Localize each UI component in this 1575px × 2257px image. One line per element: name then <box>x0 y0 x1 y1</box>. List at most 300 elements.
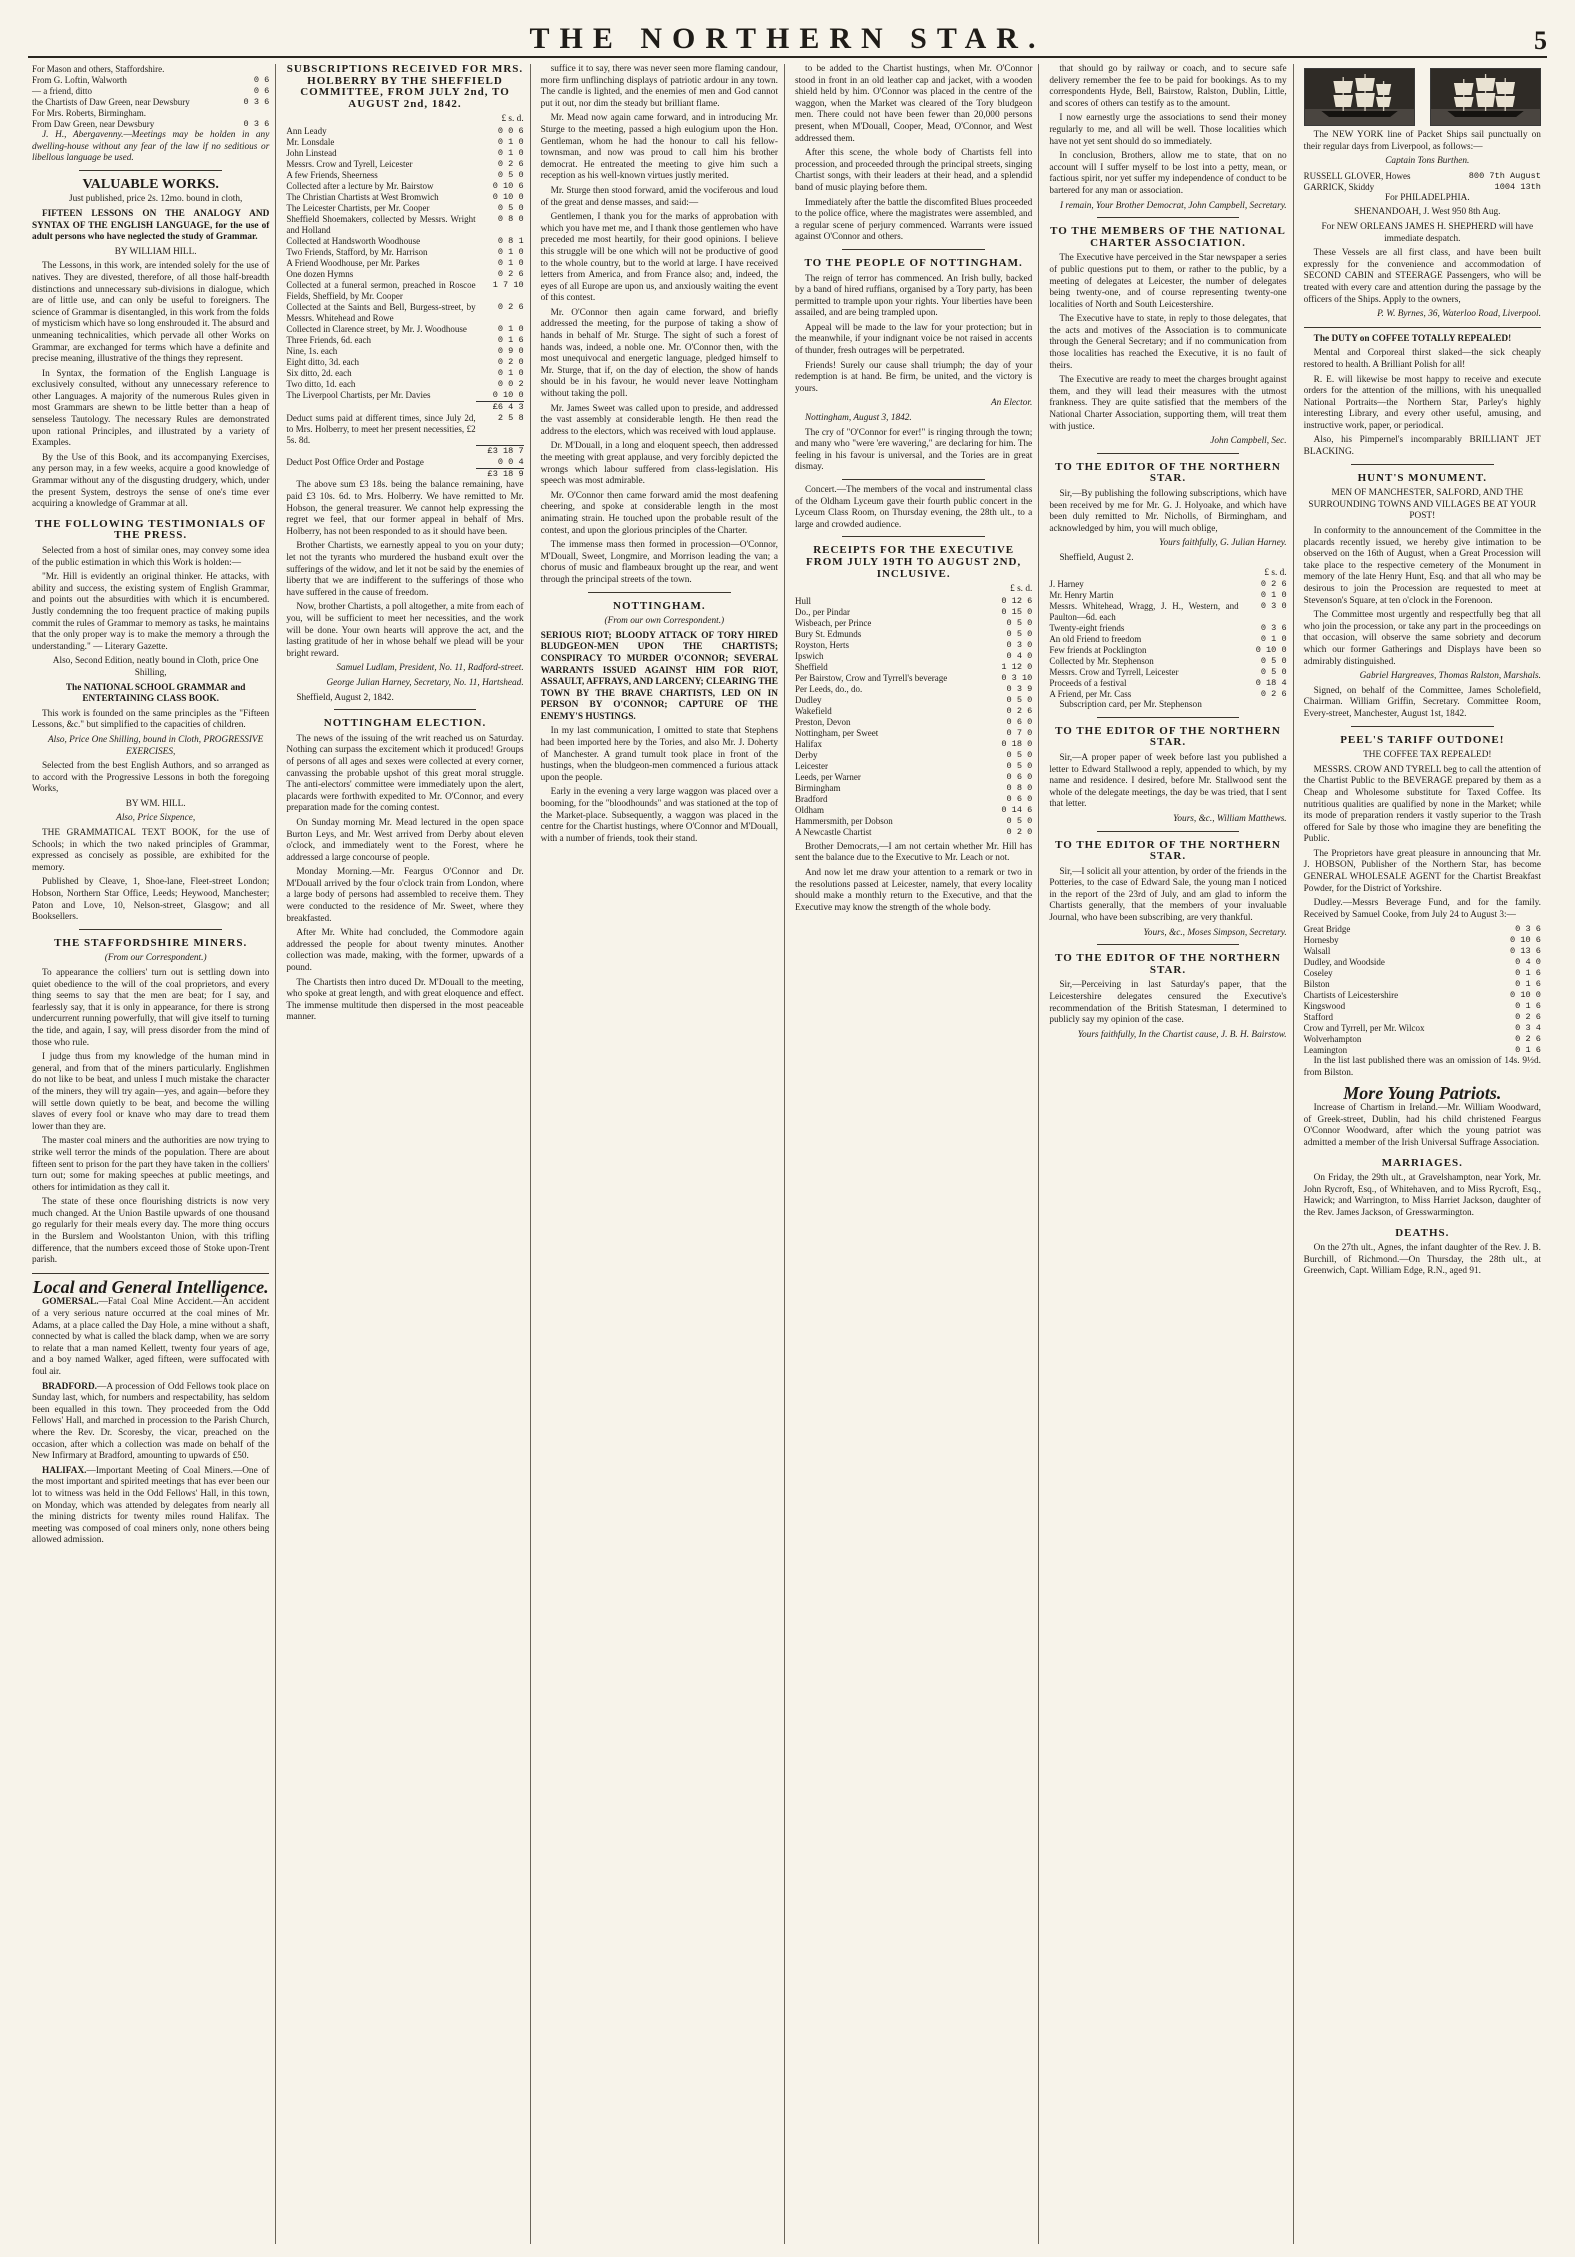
editor-letter-2-signature: Yours, &c., William Matthews. <box>1173 813 1287 824</box>
row-value: 0 8 0 <box>497 213 524 224</box>
vw-p8: This work is founded on the same principles as the "Fifteen Lessons, &c." but simplified to the capacities of children. <box>32 708 270 731</box>
row-label: Wisbeach, per Prince <box>794 617 872 628</box>
members-signature: John Campbell, Sec. <box>1210 436 1287 447</box>
c3-p1: suffice it to say, there was never seen more flaming candour, more firm unflinching displays of patriotic ardour in any town. The candle is lighted, and the enemies of men and God cannot put it out, nor dim the steady but brilliant flame. <box>540 64 778 109</box>
editor-letter-1-signature: Yours faithfully, G. Julian Harney. <box>1159 538 1287 549</box>
row-value: 800 7th August <box>1468 170 1541 181</box>
editor-letter-3: Sir,—I solicit all your attention, by order of the friends in the Potteries, to the case of Edward Sale, the young man I noticed in the report of the 23rd of July, and am glad to inform the Chartists generally, that the members of your invaluable Journal, who have been subscribing, are very thankful. <box>1049 866 1287 924</box>
column-2 <box>282 64 530 2244</box>
c3-p7: Dr. M'Douall, in a long and eloquent speech, then addressed the meeting with great applause, and very forcibly depicted the wrongs which labour suffered from class-legislation. His speech was most admirable. <box>540 441 778 487</box>
table-row <box>1049 601 1286 623</box>
halifax-report <box>32 1466 269 1547</box>
gomersal-text: —Fatal Coal Mine Accident.—An accident of a very serious nature occurred at the coal mines of Mr. Adams, at a place called the Day Hole, a mine without a shaft, connected by what is called the black damp, when we are sorry to relate that a man named Kellett, twenty four years of age, and a boy named Walker, aged fifteen, were suffocated with foul air. <box>32 1297 270 1377</box>
cry-paragraph: The cry of "O'Connor for ever!" is ringing through the town; and many who "were 'ere wavering," are declaring for him. The feeling in his favour is universal, and the Tories are in great dismay. <box>794 427 1033 473</box>
row-value: 1 12 0 <box>1001 661 1033 672</box>
row-value: 0 14 6 <box>1001 804 1033 815</box>
peel-heading: PEEL'S TARIFF OUTDONE! <box>1340 733 1505 746</box>
post-value: 0 0 4 <box>497 457 524 468</box>
row-value: 0 1 6 <box>497 334 524 345</box>
vw-p14: Published by Cleave, 1, Shoe-lane, Fleet-street London; Hobson, Northern Star Office, Leeds; Heywood, Manchester; Paton and Love, 10, Nelson-street, Glasgow; and all Booksellers. <box>32 877 270 923</box>
row-label: Bury St. Edmunds <box>794 628 862 639</box>
row-label: Hammersmith, per Dobson <box>794 815 893 826</box>
row-label: Chartists of Leicestershire <box>1303 990 1399 1001</box>
table-row <box>1049 645 1286 656</box>
row-value: 0 2 0 <box>497 356 524 367</box>
total: £6 4 3 <box>476 401 524 413</box>
table-row <box>286 368 523 379</box>
row-label: Ann Leady <box>286 125 327 136</box>
holberry-p1: The above sum £3 18s. being the balance remaining, have paid £3 10s. 6d. to Mrs. Holberry. We have remitted to Mr. Hobson, the general treasurer. We cannot help expressing the regret we feel, that our former appeal in behalf of Mrs. Holberry, has not been responded to as it should have been. <box>286 480 524 537</box>
row-label: Bilston <box>1303 979 1330 990</box>
row-value: 0 0 6 <box>497 125 524 136</box>
c5-p2: I now earnestly urge the associations to send their money regularly to me, and all will be well. Those localities which have not yet sent should do so immediately. <box>1049 113 1287 147</box>
row-value: 0 1 0 <box>497 367 524 378</box>
shipping-p1: The NEW YORK line of Packet Ships sail punctually on their regular days from Liverpool, as follows:— <box>1303 130 1541 152</box>
bradford-text: —A procession of Odd Fellows took place on Sunday last, which, for numbers and respectability, has seldom been equalled in this town. They proceeded from the Odd Fellows' Hall, and marched in procession to the Parish Church, where the Rev. Dr. Scoresby, the vicar, preached on the occasion, after which a collection was made on behalf of the New Infirmary at Bradford, amounting to upwards of £50. <box>32 1381 270 1462</box>
nottingham-p3: Monday Morning.—Mr. Feargus O'Connor and Dr. M'Douall arrived by the four o'clock train from London, where a large body of persons had assembled to receive them. They were conducted to the residence of Mr. Sweet, where they breakfasted. <box>286 867 524 924</box>
nottingham-p2: On Sunday morning Mr. Mead lectured in the open space Burton Leys, and Mr. West arrived from Derby about eleven o'clock, and immediately went to the Forest, where he addressed a large concourse of people. <box>286 817 524 863</box>
table-row <box>286 126 523 137</box>
row-label: Kingswood <box>1303 1001 1346 1012</box>
peel-p2: The Proprietors have great pleasure in announcing that Mr. J. HOBSON, Publisher of the Northern Star, has become GENERAL WHOLESALE AGENT for the Chartist Breakfast Powder, for the District of Yorkshire. <box>1303 848 1541 894</box>
row-label: Hornesby <box>1303 935 1339 946</box>
row-label: J. Harney <box>1049 579 1084 590</box>
row-label: Do., per Pindar <box>794 606 850 617</box>
table-row <box>1049 689 1286 700</box>
table-row <box>286 258 523 269</box>
row-value: 0 5 0 <box>1006 694 1033 705</box>
table-row <box>1049 590 1286 601</box>
hunt-p1: In conformity to the announcement of the Committee in the placards recently issued, we hereby give intimation to be observed on the 16th of August, when a Great Procession will take place to the respective cemetery of the Monument in memory of the late Henry Hunt, Esq. and that all who may be desirous to join the Procession are requested to meet at Stevenson's Square, at ten o'clock in the Forenoon. <box>1303 526 1541 606</box>
table-row <box>1049 667 1286 678</box>
row-label: John Linstead <box>286 147 337 158</box>
vw-title: FIFTEEN LESSONS ON THE ANALOGY AND SYNTAX OF THE ENGLISH LANGUAGE, for the use of adult persons who have neglected the study of Grammar. <box>32 208 270 243</box>
miners-p3: The master coal miners and the authorities are now trying to strike well terror the minds of the population. There are about fifteen sent to prison for the part they have taken in the colliers' turn out; some for making speeches at public meetings, and others for intimidation as they call it. <box>32 1136 270 1193</box>
row-label: Collected after a lecture by Mr. Bairstow <box>286 180 434 191</box>
row-label: The Christian Chartists at West Bromwich <box>286 191 439 202</box>
editor-letter-1-heading: TO THE EDITOR OF THE NORTHERN STAR. <box>1055 460 1281 485</box>
table-row <box>1304 990 1541 1001</box>
row-label: A Friend, per Mr. Cass <box>1049 689 1132 700</box>
table-row <box>1304 935 1541 946</box>
table-row <box>32 108 269 119</box>
vw-p5: "Mr. Hill is evidently an original thinker. He attacks, with ability and success, the existing system of English Grammar, and points out the absurdities with which it is encumbered. Justly condemning the too frequent practice of making pupils commit the rules of Grammar to memory as tasks, he maintains that the only proper way is to make the memory a through the understanding." — Literary Gazette. <box>32 572 270 652</box>
table-row <box>286 357 523 368</box>
editor-letter-2-heading: TO THE EDITOR OF THE NORTHERN STAR. <box>1055 724 1281 749</box>
row-value: 0 6 0 <box>1006 716 1033 727</box>
row-value: 0 6 <box>253 75 270 85</box>
row-label: Proceeds of a festival <box>1049 678 1127 689</box>
table-row <box>795 651 1032 662</box>
row-label: Per Bairstow, Crow and Tyrrell's beverage <box>794 672 948 683</box>
c3-p9: The immense mass then formed in procession—O'Connor, M'Douall, Sweet, Longmire, and Morrison leading the van; a chorus of music and flambeaux brought up the rear, and went through the principal streets of the town. <box>540 540 778 585</box>
table-row <box>795 827 1032 838</box>
row-label: Royston, Herts <box>794 639 849 650</box>
people-date: Nottingham, August 3, 1842. <box>804 413 912 424</box>
row-label: Two Friends, Stafford, by Mr. Harrison <box>286 246 428 257</box>
nottingham-p1: The news of the issuing of the writ reached us on Saturday. Nothing can surpass the excitement which it produced! Groups of persons of all ages and sexes were collected at every corner, canvassing the probable upshot of this great moral struggle. The anti-electors' committee were immediately upon the alert, placards were forthwith expedited to Mr. O'Connor, and every preparation made for the coming contest. <box>286 733 524 814</box>
holberry-p3: Now, brother Chartists, a poll altogether, a mite from each of you, will be sufficient to meet her necessities, and the work will be done. Your own hearts will approve the act, and the lasting gratitude of her in whose behalf we plead will be your bright reward. <box>286 602 524 659</box>
local-intelligence-heading: Local and General Intelligence. <box>32 1276 269 1297</box>
row-value: 0 12 6 <box>1001 595 1033 606</box>
row-value: 0 2 6 <box>497 268 524 279</box>
row-label: Dudley, and Woodside <box>1303 957 1385 968</box>
sailing-ship-icon <box>1305 69 1414 125</box>
table-row <box>286 390 523 401</box>
row-value: 0 7 0 <box>1006 727 1033 738</box>
ship-table <box>1304 171 1541 193</box>
c3-p11: Early in the evening a very large waggon was placed over a booming, for the "bloodhounds" and was stationed at the top of the Market-place. Subsequently, a waggon was placed in the centre for the Chartist hustings, where O'Connor and M'Douall, with a number of friends, took their stand. <box>540 787 778 844</box>
young-patriots-p: Increase of Chartism in Ireland.—Mr. William Woodward, of Greek-street, Dublin, had his child christened Feargus O'Connor Woodward, after which the young patriot was admitted a member of the Irish Universal Suffrage Association. <box>1303 1103 1541 1148</box>
holberry-subscriptions-table <box>286 126 523 401</box>
vw-author: BY WILLIAM HILL. <box>114 246 197 257</box>
c5-p1: that should go by railway or coach, and to secure safe delivery remember the fee to be paid for bookings. As to my correspondents Hyde, Bell, Bairstow, Ralston, Dublin, Little, and scores of others can testify as to the amount. <box>1049 64 1287 109</box>
row-value: 0 3 9 <box>1006 683 1033 694</box>
shipping-p2: These Vessels are all first class, and have been built expressly for the convenience and accommodation of SECOND CABIN and STEERAGE Passengers, who will be treated with every care and attention during the passage by the officers of the Ships. Apply to the owners, <box>1303 248 1541 305</box>
receipts-currency: £ s. d. <box>1010 584 1033 595</box>
row-value: 0 6 0 <box>1006 793 1033 804</box>
table-row <box>1304 946 1541 957</box>
table-row <box>795 717 1032 728</box>
coffee-p1: Mental and Corporeal thirst slaked—the sick cheaply restored to health. A Brilliant Polish for all! <box>1303 348 1541 370</box>
row-label: Messrs. Whitehead, Wragg, J. H., Western, and Paulton—6d. each <box>1049 601 1239 623</box>
hunt-committee: Signed, on behalf of the Committee, James Scholefield, Chairman. William Griffin, Secretary. Committee Room, Every-street, Manchester, August 1st, 1842. <box>1303 685 1541 719</box>
table-row <box>795 761 1032 772</box>
row-label: Mr. Lonsdale <box>286 136 335 147</box>
row-label: Leamington <box>1303 1045 1348 1056</box>
c3-p6: Mr. James Sweet was called upon to preside, and addressed the vast assembly at considerable length. He then read the address to the electors, which was received with loud applause. <box>540 403 778 437</box>
row-value: 0 1 6 <box>1515 1045 1541 1056</box>
newspaper-title: THE NORTHERN STAR. <box>529 22 1046 55</box>
dudley-table <box>1304 924 1541 1056</box>
c3-p5: Mr. O'Connor then again came forward, and briefly addressed the meeting, for the purpose of taking a show of hands in behalf of Mr. Sturge. The sight of such a forest of hands was, indeed, a noble one. Mr. O'Connor then, with the most unequivocal and energetic language, pledged himself to Mr. Sturge, that if, on the day of election, the show of hands should be in his favour, he would never leave Nottingham without taking the poll. <box>540 307 778 400</box>
table-row <box>1304 1001 1541 1012</box>
c3-p3: Mr. Sturge then stood forward, amid the vociferous and loud of the great and dense masses, and said:— <box>540 185 778 208</box>
table-row <box>32 64 269 75</box>
c4-p3: Immediately after the battle the discomfited Blues proceeded to the police office, where the magistrates were assembled, and a regular scene of perjury commenced. Warrants were issued against O'Connor and others. <box>794 197 1033 243</box>
row-value: 0 3 4 <box>1515 1023 1541 1034</box>
c3-p2: Mr. Mead now again came forward, and in introducing Mr. Sturge to the meeting, passed a high eulogium upon the Hon. Gentleman, whom he had the honour to call his fellow-townsman, and now was proud to call him his brother democrat. He entreated the meeting to give him such a reception as his well-known virtues justly merited. <box>540 113 778 182</box>
row-value: 0 4 0 <box>1006 650 1033 661</box>
people-p3: Friends! Surely our cause shall triumph; the day of your redemption is at hand. Be firm, be united, and the victory is yours. <box>794 360 1033 394</box>
table-row <box>286 379 523 390</box>
row-label: Wakefield <box>794 705 832 716</box>
row-label: A Newcastle Chartist <box>794 826 872 837</box>
vw-p3: By the Use of this Book, and its accompanying Exercises, any person may, in a few weeks, acquire a good knowledge of Grammar without any of the disgusting drudgery, which, under the present System, destroys the sense of one's time ever acquiring a knowledge of Grammar at all. <box>32 452 270 510</box>
row-value: 0 8 0 <box>1006 782 1033 793</box>
row-label: Halifax <box>794 738 822 749</box>
row-value: 0 6 0 <box>1006 771 1033 782</box>
dudley-p: Dudley.—Messrs Beverage Fund, and for the family. Received by Samuel Cooke, from July 24 to August 3:— <box>1303 898 1541 920</box>
table-row <box>795 662 1032 673</box>
row-value: 0 2 6 <box>497 158 524 169</box>
row-value: 0 5 0 <box>497 202 524 213</box>
vw-p7: The NATIONAL SCHOOL GRAMMAR and ENTERTAINING CLASS BOOK. <box>65 682 246 705</box>
row-label: Hull <box>794 595 811 606</box>
row-value: 0 5 0 <box>1260 667 1287 678</box>
row-label: For Mason and others, Staffordshire. <box>32 64 165 74</box>
c4-p2: After this scene, the whole body of Chartists fell into procession, and proceeded through the principal streets, singing Chartist songs, with their leaders at their head, and a splendid band of music playing before them. <box>794 148 1033 193</box>
table-row <box>286 346 523 357</box>
row-label: the Chartists of Daw Green, near Dewsbury <box>32 97 190 107</box>
table-row <box>286 324 523 335</box>
coffee-p3: Also, his Pimpernel's incomparably BRILLIANT JET BLACKING. <box>1303 435 1541 458</box>
row-label: Nottingham, per Sweet <box>794 727 879 738</box>
holberry-p2: Brother Chartists, we earnestly appeal to you on your duty; let not the tyrants who murdered the husband exult over the sufferings of the widow, and let it not be said by the enemies of liberty that we are indifferent to the sufferings of those who have suffered in the cause of freedom. <box>286 541 524 598</box>
row-value: 0 1 0 <box>1260 634 1287 645</box>
row-value: 0 1 0 <box>497 147 524 158</box>
row-value: 0 10 0 <box>492 191 524 202</box>
row-value: 0 8 1 <box>497 235 524 246</box>
post-label: Deduct Post Office Order and Postage <box>286 457 424 468</box>
row-label: An old Friend to freedom <box>1049 634 1142 645</box>
row-label: Stafford <box>1303 1012 1333 1023</box>
table-row <box>1304 1034 1541 1045</box>
table-row <box>795 684 1032 695</box>
row-value: 0 2 6 <box>497 301 524 312</box>
c5-signature: I remain, Your Brother Democrat, John Campbell, Secretary. <box>1060 200 1287 211</box>
row-value: 0 10 6 <box>1510 935 1541 946</box>
table-row <box>1049 579 1286 590</box>
row-label: Great Bridge <box>1303 924 1351 935</box>
column-5 <box>1045 64 1293 2244</box>
row-label: Leicester <box>794 760 828 771</box>
sailing-ship-icon <box>1431 69 1540 125</box>
hunt-heading: HUNT'S MONUMENT. <box>1357 471 1488 484</box>
holyoake-table <box>1049 579 1286 700</box>
vw-p13: THE GRAMMATICAL TEXT BOOK, for the use of Schools; in which the two naked principles of Grammar, expressed as concisely as possible, are exhibited for the memory. <box>32 828 270 873</box>
row-value: 0 3 0 <box>1006 639 1033 650</box>
table-row <box>286 203 523 214</box>
ship-engraving-left <box>1304 68 1415 126</box>
coffee-p2: R. E. will likewise be most happy to receive and execute orders for the attention of the millions, with his unequalled National Portraits—the Northern Star, Parley's highly interesting Library, and every other useful, amusing, and instructive work, paper, or periodical. <box>1303 374 1541 431</box>
miners-p2: I judge thus from my knowledge of the human mind in general, and from that of the miners particularly. Englishmen do not like to be beat, and unless I much mistake the character of the miners, they will try again—yes, and again—before they will settle down quietly to be beat, and become the willing slaves of every fool or knave who may dare to tread them lower than they are. <box>32 1052 270 1132</box>
row-value: 0 2 6 <box>1515 1012 1541 1023</box>
row-value: 0 13 6 <box>1510 946 1541 957</box>
vw-p9: Also, Price One Shilling, bound in Cloth, PROGRESSIVE EXERCISES, <box>47 734 264 757</box>
column-6 <box>1300 64 1547 2244</box>
table-row <box>795 640 1032 651</box>
miners-sub: (From our Correspondent.) <box>104 953 207 964</box>
marriages-p: On Friday, the 29th ult., at Gravelshampton, near York, Mr. John Rycroft, Esq., of Whitehaven, and to Miss Rycroft, Esq., Hawick; and Warrington, to Miss Harriet Jackson, daughter of the Rev. James Jackson, of Gresswarmington. <box>1303 1173 1541 1218</box>
row-label: Messrs. Crow and Tyrell, Leicester <box>286 158 413 169</box>
holyoake-note: Subscription card, per Mr. Stephenson <box>1059 700 1202 711</box>
nottingham-p5: The Chartists then intro duced Dr. M'Douall to the meeting, who spoke at great length, and with great eloquence and effect. The immense multitude then dispersed in the most peaceable manner. <box>286 977 524 1023</box>
members-p3: The Executive are ready to meet the charges brought against them, and they will lead their measures with the utmost frankness. They are quite satisfied that the members of the National Charter Association, supporting them, will treat them with justice. <box>1049 375 1287 432</box>
table-row <box>795 596 1032 607</box>
row-value: 0 1 0 <box>497 323 524 334</box>
ship-header: Captain Tons Burthen. <box>1385 156 1470 167</box>
nottingham-riot-intro: SERIOUS RIOT; BLOODY ATTACK OF TORY HIRED BLUDGEON-MEN UPON THE CHARTISTS; CONSPIRACY TO MURDER O'CONNOR; SEVERAL WARRANTS ISSUED AGAINST HIM FOR RIOT, ASSAULT, AFFRAYS, AND LARCENY; CLEARING THE TOWN BY THE BRAVE CHARTISTS, LED ON IN PERSON BY O'CONNOR; CAPTURE OF THE ENEMY'S HUSTINGS. <box>540 630 778 722</box>
row-value: 0 1 0 <box>497 257 524 268</box>
nottingham-riot-heading: NOTTINGHAM. <box>613 599 706 612</box>
philadelphia-heading: For PHILADELPHIA. <box>1384 192 1470 203</box>
row-label: Collected in Clarence street, by Mr. J. Woodhouse <box>286 323 467 334</box>
row-label: Coseley <box>1303 968 1333 979</box>
row-value: 0 18 0 <box>1001 738 1033 749</box>
row-value <box>221 64 269 75</box>
row-value: 0 1 0 <box>497 246 524 257</box>
members-heading: TO THE MEMBERS OF THE NATIONAL CHARTER ASSOCIATION. <box>1050 225 1286 249</box>
table-row <box>1304 924 1541 935</box>
row-label: Eight ditto, 3d. each <box>286 356 360 367</box>
editor-letter-4: Sir,—Perceiving in last Saturday's paper, that the Leicestershire delegates censured the Executive's recommendation of the British Statesman, I determined to publicly say my opinion of the case. <box>1049 980 1287 1026</box>
bradford-report <box>32 1382 269 1463</box>
row-label: Six ditto, 2d. each <box>286 367 352 378</box>
vw-intro: Just published, price 2s. 12mo. bound in cloth, <box>69 194 243 205</box>
concert-paragraph: Concert.—The members of the vocal and instrumental class of the Oldham Lyceum gave their fourth public concert in the Lyceum Class Room, on Thursday evening, the 28th ult., to a large and crowded audience. <box>794 485 1033 530</box>
row-value: 0 2 6 <box>1260 579 1287 590</box>
editor-letter-3-heading: TO THE EDITOR OF THE NORTHERN STAR. <box>1055 838 1281 863</box>
miners-p4: The state of these once flourishing districts is now very much changed. At the Union Bastile upwards of one thousand go regularly for their meals every day. The more thing occurs in the Burslem and Woolstanton Union, with this trifling difference, that the numbers exceed those of Stoke upon-Trent parish. <box>32 1197 270 1266</box>
column-4 <box>791 64 1039 2244</box>
row-label: Bradford <box>794 793 828 804</box>
table-row <box>286 214 523 236</box>
editor-letter-3-signature: Yours, &c., Moses Simpson, Secretary. <box>1143 927 1287 938</box>
table-row <box>795 728 1032 739</box>
row-label: Nine, 1s. each <box>286 345 338 356</box>
c5-p3: In conclusion, Brothers, allow me to state, that on no account will I suffer myself to be lost into a petty, mean, or factious spirit, nor yet suffer my independence of conduct to be bartered for any man or association. <box>1049 151 1287 196</box>
hunt-p2: The Committee most urgently and respectfully beg that all who join the procession, or take any part in the proceedings on that occasion, will observe the same sobriety and decorum which our former Gatherings and Displays have been so admirably distinguished. <box>1303 610 1541 667</box>
row-label: Leeds, per Warner <box>794 771 861 782</box>
row-value: 0 5 0 <box>1006 749 1033 760</box>
people-p2: Appeal will be made to the law for your protection; but in the meanwhile, if your indignant voice be not raised in accents of thunder, fresh outrages will be perpetrated. <box>794 322 1033 357</box>
table-row <box>795 816 1032 827</box>
row-label: The Liverpool Chartists, per Mr. Davies <box>286 389 431 400</box>
vw-p1: The Lessons, in this work, are intended solely for the use of natives. They are divested, therefore, of all those half-breadth distinctions and unnecessary sub-divisions in dialogue, which are of little use, and can only be useful to foreigners. The science of Grammar is disentangled, in this work from the folds of mysticism which have so long enshrouded it. The absurd and unmeaning technicalities, which pervade all other Works on Grammar, are exchanged for terms which have a definite and precise meaning, illustrative of the things they represent. <box>32 261 270 365</box>
dudley-note: In the list last published there was an omission of 14s. 9½d. from Bilston. <box>1303 1056 1541 1079</box>
row-value: 0 9 0 <box>497 345 524 356</box>
row-label: Collected by Mr. Stephenson <box>1049 656 1154 667</box>
hunt-sub: MEN OF MANCHESTER, SALFORD, AND THE SURROUNDING TOWNS AND VILLAGES BE AT YOUR POST! <box>1308 488 1537 522</box>
row-label: Sheffield <box>794 661 828 672</box>
table-row <box>1049 634 1286 645</box>
marriages-heading: MARRIAGES. <box>1381 1156 1463 1169</box>
row-label: Birmingham <box>794 782 841 793</box>
row-label: Crow and Tyrrell, per Mr. Wilcox <box>1303 1023 1425 1034</box>
columns <box>28 64 1547 2244</box>
row-value: 0 3 6 <box>243 119 270 129</box>
table-row <box>1304 968 1541 979</box>
row-label: Three Friends, 6d. each <box>286 334 372 345</box>
table-row <box>286 181 523 192</box>
c3-p8: Mr. O'Connor then came forward amid the most deafening cheering, and spoke at considerable length in the most animating strain. He touched upon the probable result of the contest, and upon the glorious principles of the Charter. <box>540 490 778 536</box>
vw-p2: In Syntax, the formation of the English Language is exclusively consulted, without any unnecessary reference to other Languages. A majority of the numerous Rules given in most Grammars are shewn to be little better than a heap of senseless Tautology. The necessary Rules are demonstrated upon rational Principles, and illustrated by a variety of Examples. <box>32 368 270 449</box>
table-row <box>795 695 1032 706</box>
deaths-p: On the 27th ult., Agnes, the infant daughter of the Rev. J. B. Burchill, of Richmond.—On Thursday, the 28th ult., at Greenwich, Capt. William Edge, R.N., aged 91. <box>1303 1243 1541 1277</box>
row-label: Mr. Henry Martin <box>1049 590 1114 601</box>
deduct-label: Deduct sums paid at different times, since July 2d, to Mrs. Holberry, to meet her present necessities, £2 5s. 8d. <box>286 412 476 445</box>
deduct-value: 2 5 8 <box>497 412 524 423</box>
table-row <box>795 783 1032 794</box>
table-row <box>795 673 1032 684</box>
vw-p10: Selected from the best English Authors, and so arranged as to accord with the Progressive Lessons in both the foregoing Works, <box>32 761 270 795</box>
people-p1: The reign of terror has commenced. An Irish bully, backed by a band of hired ruffians, organised by a Tory party, has been permitted to trample upon your rights. Your liberties have been assailed, and are being trampled upon. <box>794 273 1033 319</box>
row-label: Preston, Devon <box>794 716 851 727</box>
table-row <box>1304 182 1541 193</box>
miners-p1: To appearance the colliers' turn out is settling down into quiet obedience to the will of the coal proprietors, and every thing seems to say that the men are beat; for I say, and fearlessly say, that it is only in appearance, for there is strong undercurrent running powerfully, that will give itself to turning the tide, and again, I say, will press disorder from the mind of those who rule. <box>32 968 270 1048</box>
people-signature: An Elector. <box>991 398 1033 409</box>
table-row <box>286 302 523 324</box>
new-orleans: For NEW ORLEANS JAMES H. SHEPHERD will have immediate despatch. <box>1321 221 1534 244</box>
editor-letter-1-date: Sheffield, August 2. <box>1059 552 1134 563</box>
ship-illustrations <box>1304 68 1541 126</box>
column-3 <box>537 64 785 2244</box>
holberry-totals <box>286 401 523 481</box>
nottingham-p4: After Mr. White had concluded, the Commodore again addressed the people for about twenty minutes. Another collection was made, making, with the former, upwards of a pound. <box>286 928 524 974</box>
table-row <box>286 137 523 148</box>
table-row <box>1049 656 1286 667</box>
table-row <box>32 86 269 97</box>
valuable-works-heading: VALUABLE WORKS. <box>82 176 219 192</box>
row-label: Sheffield Shoemakers, collected by Messrs. Wright and Holland <box>286 213 476 235</box>
row-value: 1004 13th <box>1494 181 1541 192</box>
table-row <box>286 148 523 159</box>
row-value: 0 1 6 <box>1515 1001 1541 1012</box>
table-row <box>1049 623 1286 634</box>
table-row <box>795 618 1032 629</box>
row-value: 0 5 0 <box>1006 815 1033 826</box>
column-1 <box>28 64 276 2244</box>
row-value: 0 10 6 <box>492 180 524 191</box>
members-p2: The Executive have to state, in reply to those delegates, that the acts and motives of the Association is to communicate through the General Secretary; and if no communication from those localities has reached the Executive, it is no fault of theirs. <box>1049 314 1287 371</box>
row-value: 0 3 6 <box>243 97 270 107</box>
row-label: Few friends at Pocklington <box>1049 645 1147 656</box>
row-label: Wolverhampton <box>1303 1034 1362 1045</box>
row-value: 0 10 0 <box>1510 990 1541 1001</box>
row-value: 0 2 6 <box>1515 1034 1541 1045</box>
vw-p4: Selected from a host of similar ones, may convey some idea of the public estimation in which this Work is holden:— <box>32 546 270 568</box>
table-row <box>32 97 269 108</box>
masthead <box>28 14 1547 58</box>
row-label: Twenty-eight friends <box>1049 623 1125 634</box>
table-row <box>286 192 523 203</box>
row-value <box>221 108 269 119</box>
row-value: 0 10 0 <box>492 389 524 400</box>
table-row <box>795 739 1032 750</box>
row-value: 0 2 6 <box>1260 689 1287 700</box>
table-row <box>1304 171 1541 182</box>
testimonials-heading: THE FOLLOWING TESTIMONIALS OF THE PRESS. <box>35 517 267 542</box>
table-row <box>286 280 523 302</box>
halifax-lead: HALIFAX. <box>42 1465 87 1476</box>
row-value: 0 10 0 <box>1255 645 1287 656</box>
receipts-heading: RECEIPTS FOR THE EXECUTIVE FROM JULY 19TH TO AUGUST 2ND, INCLUSIVE. <box>806 544 1022 580</box>
editor-letter-4-heading: TO THE EDITOR OF THE NORTHERN STAR. <box>1055 952 1281 976</box>
row-label: A Friend Woodhouse, per Mr. Parkes <box>286 257 420 268</box>
row-label: Walsall <box>1303 946 1331 957</box>
row-label: One dozen Hymns <box>286 268 354 279</box>
holyoake-currency: £ s. d. <box>1264 567 1287 578</box>
row-value: 0 3 10 <box>1001 672 1033 683</box>
row-label: From G. Loftin, Walworth <box>32 75 127 85</box>
editor-letter-2: Sir,—A proper paper of week before last you published a letter to Edward Stallwood a reply, appended to which, by my name and residence. I desired, before Mr. Stallwood sent the whole of the delegate meetings, the day be was tried, that I sent that letter. <box>1049 752 1287 810</box>
table-row <box>795 607 1032 618</box>
halifax-text: —Important Meeting of Coal Miners.—One of the most important and spirited meetings that has ever been our lot to witness was held in the Odd Fellows' Hall, in this town, on Monday, which was attended by delegates from nearly all the mining districts for twenty miles round Halifax. The meeting was composed of coal miners only, none others being allowed admission. <box>32 1465 270 1546</box>
table-row <box>32 75 269 86</box>
table-row <box>1304 1023 1541 1034</box>
page-number: 5 <box>1534 26 1547 55</box>
row-value: 0 6 <box>253 86 270 96</box>
notice: J. H., Abergavenny.—Meetings may be holden in any dwelling-house without any fear of the law if no seditious or libellous language be used. <box>32 130 270 164</box>
hunt-marshals: Gabriel Hargreaves, Thomas Ralston, Marshals. <box>1359 671 1541 682</box>
table-row <box>1304 1045 1541 1056</box>
row-label: From Daw Green, near Dewsbury <box>32 119 155 129</box>
row-value: 0 0 2 <box>497 378 524 389</box>
nottingham-election-heading: NOTTINGHAM ELECTION. <box>323 717 487 730</box>
currency-header: £ s. d. <box>501 114 524 125</box>
miners-heading: THE STAFFORDSHIRE MINERS. <box>54 936 248 949</box>
